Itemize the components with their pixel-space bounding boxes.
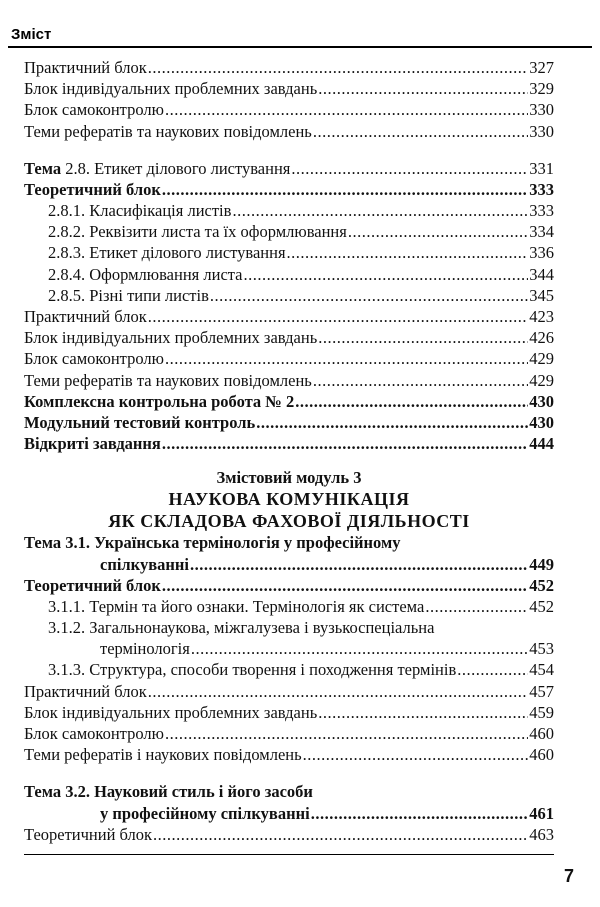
header-rule	[8, 46, 592, 48]
module-title-line-2: ЯК СКЛАДОВА ФАХОВОЇ ДІЯЛЬНОСТІ	[108, 511, 470, 532]
toc-entry-title: Блок індивідуальних проблемних завдань	[24, 328, 318, 348]
toc-entry-title: Практичний блок	[24, 57, 147, 77]
toc-entry-page: 344	[529, 264, 554, 284]
leader-dots	[165, 99, 528, 120]
toc-entry-title: 3.1.1. Термін та його ознаки. Термінологія як система	[48, 596, 425, 616]
toc-entry-title: спілкуванні	[100, 554, 189, 574]
module-label: Змістовий модуль 3	[216, 468, 362, 488]
toc-entry[interactable]	[24, 391, 554, 412]
toc-entry-title: 2.8.1. Класифікація листів	[48, 201, 232, 221]
toc-entry-page: 454	[529, 660, 554, 680]
toc-entry[interactable]	[24, 78, 554, 99]
toc-entry-title: Блок індивідуальних проблемних завдань	[24, 79, 318, 99]
leader-dots	[148, 57, 529, 78]
toc-entry-page: 334	[529, 222, 554, 242]
toc-entry-title: 2.8.4. Оформлювання листа	[48, 264, 243, 284]
leader-dots	[318, 702, 528, 723]
toc-entry-page: 463	[529, 824, 554, 844]
topic-label: Тема	[24, 158, 62, 178]
toc-subentry[interactable]	[24, 243, 554, 264]
toc-entry-title: Відкриті завдання	[24, 434, 161, 454]
toc-entry[interactable]	[24, 121, 554, 142]
toc-subentry-line-2[interactable]	[24, 638, 554, 659]
toc-entry-page: 444	[529, 434, 554, 454]
module-title-line-1: НАУКОВА КОМУНІКАЦІЯ	[168, 489, 410, 510]
toc-subentry[interactable]	[24, 264, 554, 285]
toc-entry-title: 2.8.5. Різні типи листів	[48, 285, 209, 305]
leader-dots	[318, 78, 528, 99]
toc-entry-title: Теоретичний блок	[24, 575, 161, 595]
leader-dots	[287, 242, 529, 263]
leader-dots	[303, 744, 529, 765]
toc-entry-page: 449	[529, 554, 554, 574]
leader-dots	[148, 681, 529, 702]
toc-entry[interactable]	[24, 702, 554, 723]
toc-entry-topic-line-2[interactable]	[24, 554, 554, 575]
toc-entry-page: 430	[529, 391, 554, 411]
toc-entry-title	[24, 158, 290, 179]
spacer	[24, 142, 554, 158]
leader-dots	[165, 348, 528, 369]
toc-entry-title: Блок індивідуальних проблемних завдань	[24, 702, 318, 722]
leader-dots	[210, 285, 528, 306]
toc-entry-page: 461	[529, 803, 554, 823]
toc-entry-page: 330	[529, 121, 554, 141]
spacer	[24, 765, 554, 781]
leader-dots	[256, 412, 528, 433]
toc-entry-title: Теми рефератів і наукових повідомлень	[24, 745, 302, 765]
leader-dots	[244, 264, 529, 285]
toc-subentry-line-1[interactable]: 3.1.2. Загальнонаукова, міжгалузева і вузькоспеціальна	[48, 618, 435, 638]
toc-entry-title: Комплексна контрольна робота № 2	[24, 391, 295, 411]
toc-entry-title: Теоретичний блок	[24, 824, 153, 844]
leader-dots	[313, 370, 528, 391]
leader-dots	[318, 327, 528, 348]
toc-entry-page: 330	[529, 100, 554, 120]
toc-entry-page: 453	[529, 639, 554, 659]
toc-entry-page: 430	[529, 412, 554, 432]
toc-entry-title: Практичний блок	[24, 307, 147, 327]
toc-entry-page: 423	[529, 307, 554, 327]
leader-dots	[165, 723, 528, 744]
leader-dots	[148, 306, 529, 327]
leader-dots	[162, 575, 528, 596]
toc-subentry[interactable]	[24, 221, 554, 242]
leader-dots	[162, 179, 528, 200]
leader-dots	[190, 554, 528, 575]
leader-dots	[457, 659, 528, 680]
toc-entry-page: 452	[529, 575, 554, 595]
toc-entry-page: 331	[529, 158, 554, 178]
toc-entry-page: 329	[529, 79, 554, 99]
leader-dots	[295, 391, 528, 412]
toc-entry-page: 333	[529, 179, 554, 199]
leader-dots	[425, 596, 528, 617]
toc-entry-page: 327	[529, 57, 554, 77]
toc-entry-topic[interactable]	[24, 158, 554, 179]
toc-entry[interactable]	[24, 824, 554, 845]
toc-entry-page: 452	[529, 596, 554, 616]
toc-entry-page: 460	[529, 745, 554, 765]
spacer	[24, 454, 554, 467]
toc-subentry[interactable]	[24, 200, 554, 221]
toc-subentry[interactable]	[24, 660, 554, 681]
toc-entry-topic-line-1[interactable]: Тема 3.1. Українська термінологія у професійному	[24, 533, 401, 553]
toc-entry-topic-line-2[interactable]	[24, 803, 554, 824]
toc-subentry[interactable]	[24, 285, 554, 306]
toc-entry-title: 2.8.3. Етикет ділового листування	[48, 243, 286, 263]
toc-entry-page: 459	[529, 702, 554, 722]
toc-entry[interactable]	[24, 99, 554, 120]
toc-entry-title: Теми рефератів та наукових повідомлень	[24, 370, 312, 390]
toc-entry-page: 426	[529, 328, 554, 348]
leader-dots	[153, 824, 528, 845]
leader-dots	[291, 158, 528, 179]
toc-entry[interactable]	[24, 681, 554, 702]
toc-entry[interactable]	[24, 433, 554, 454]
table-of-contents	[24, 57, 554, 845]
toc-entry[interactable]	[24, 744, 554, 765]
toc-entry[interactable]	[24, 412, 554, 433]
leader-dots	[191, 638, 528, 659]
toc-entry-page: 336	[529, 243, 554, 263]
toc-entry-title: Блок самоконтролю	[24, 100, 164, 120]
toc-entry-title: термінологія	[100, 639, 190, 659]
leader-dots	[313, 121, 528, 142]
toc-subentry[interactable]	[24, 596, 554, 617]
toc-entry-page: 457	[529, 681, 554, 701]
toc-entry-page: 333	[529, 201, 554, 221]
toc-entry-title: Теми рефератів та наукових повідомлень	[24, 121, 312, 141]
footer-rule	[24, 854, 554, 855]
page-number: 7	[563, 866, 574, 886]
leader-dots	[162, 433, 528, 454]
toc-entry-title: 3.1.3. Структура, способи творення і походження термінів	[48, 660, 457, 680]
toc-entry-page: 460	[529, 724, 554, 744]
toc-entry-title: Блок самоконтролю	[24, 724, 164, 744]
toc-entry-title: у професійному спілкуванні	[100, 803, 310, 823]
toc-entry-title: Модульний тестовий контроль	[24, 412, 256, 432]
toc-entry[interactable]	[24, 179, 554, 200]
leader-dots	[311, 803, 529, 824]
toc-entry-topic-line-1[interactable]: Тема 3.2. Науковий стиль і його засоби	[24, 782, 313, 802]
toc-entry-title: Блок самоконтролю	[24, 349, 164, 369]
toc-entry-page: 429	[529, 370, 554, 390]
toc-entry[interactable]	[24, 57, 554, 78]
toc-entry-title: 2.8.2. Реквізити листа та їх оформлювання	[48, 222, 347, 242]
toc-entry[interactable]	[24, 348, 554, 369]
toc-entry-page: 345	[529, 285, 554, 305]
toc-entry[interactable]	[24, 306, 554, 327]
leader-dots	[232, 200, 528, 221]
toc-entry[interactable]	[24, 327, 554, 348]
toc-entry[interactable]	[24, 370, 554, 391]
leader-dots	[348, 221, 528, 242]
toc-entry-title: Теоретичний блок	[24, 179, 161, 199]
toc-entry-title: Практичний блок	[24, 681, 147, 701]
topic-title: 2.8. Етикет ділового листування	[61, 158, 291, 178]
running-header: Зміст	[11, 26, 52, 43]
toc-entry[interactable]	[24, 575, 554, 596]
toc-entry-page: 429	[529, 349, 554, 369]
toc-entry[interactable]	[24, 723, 554, 744]
